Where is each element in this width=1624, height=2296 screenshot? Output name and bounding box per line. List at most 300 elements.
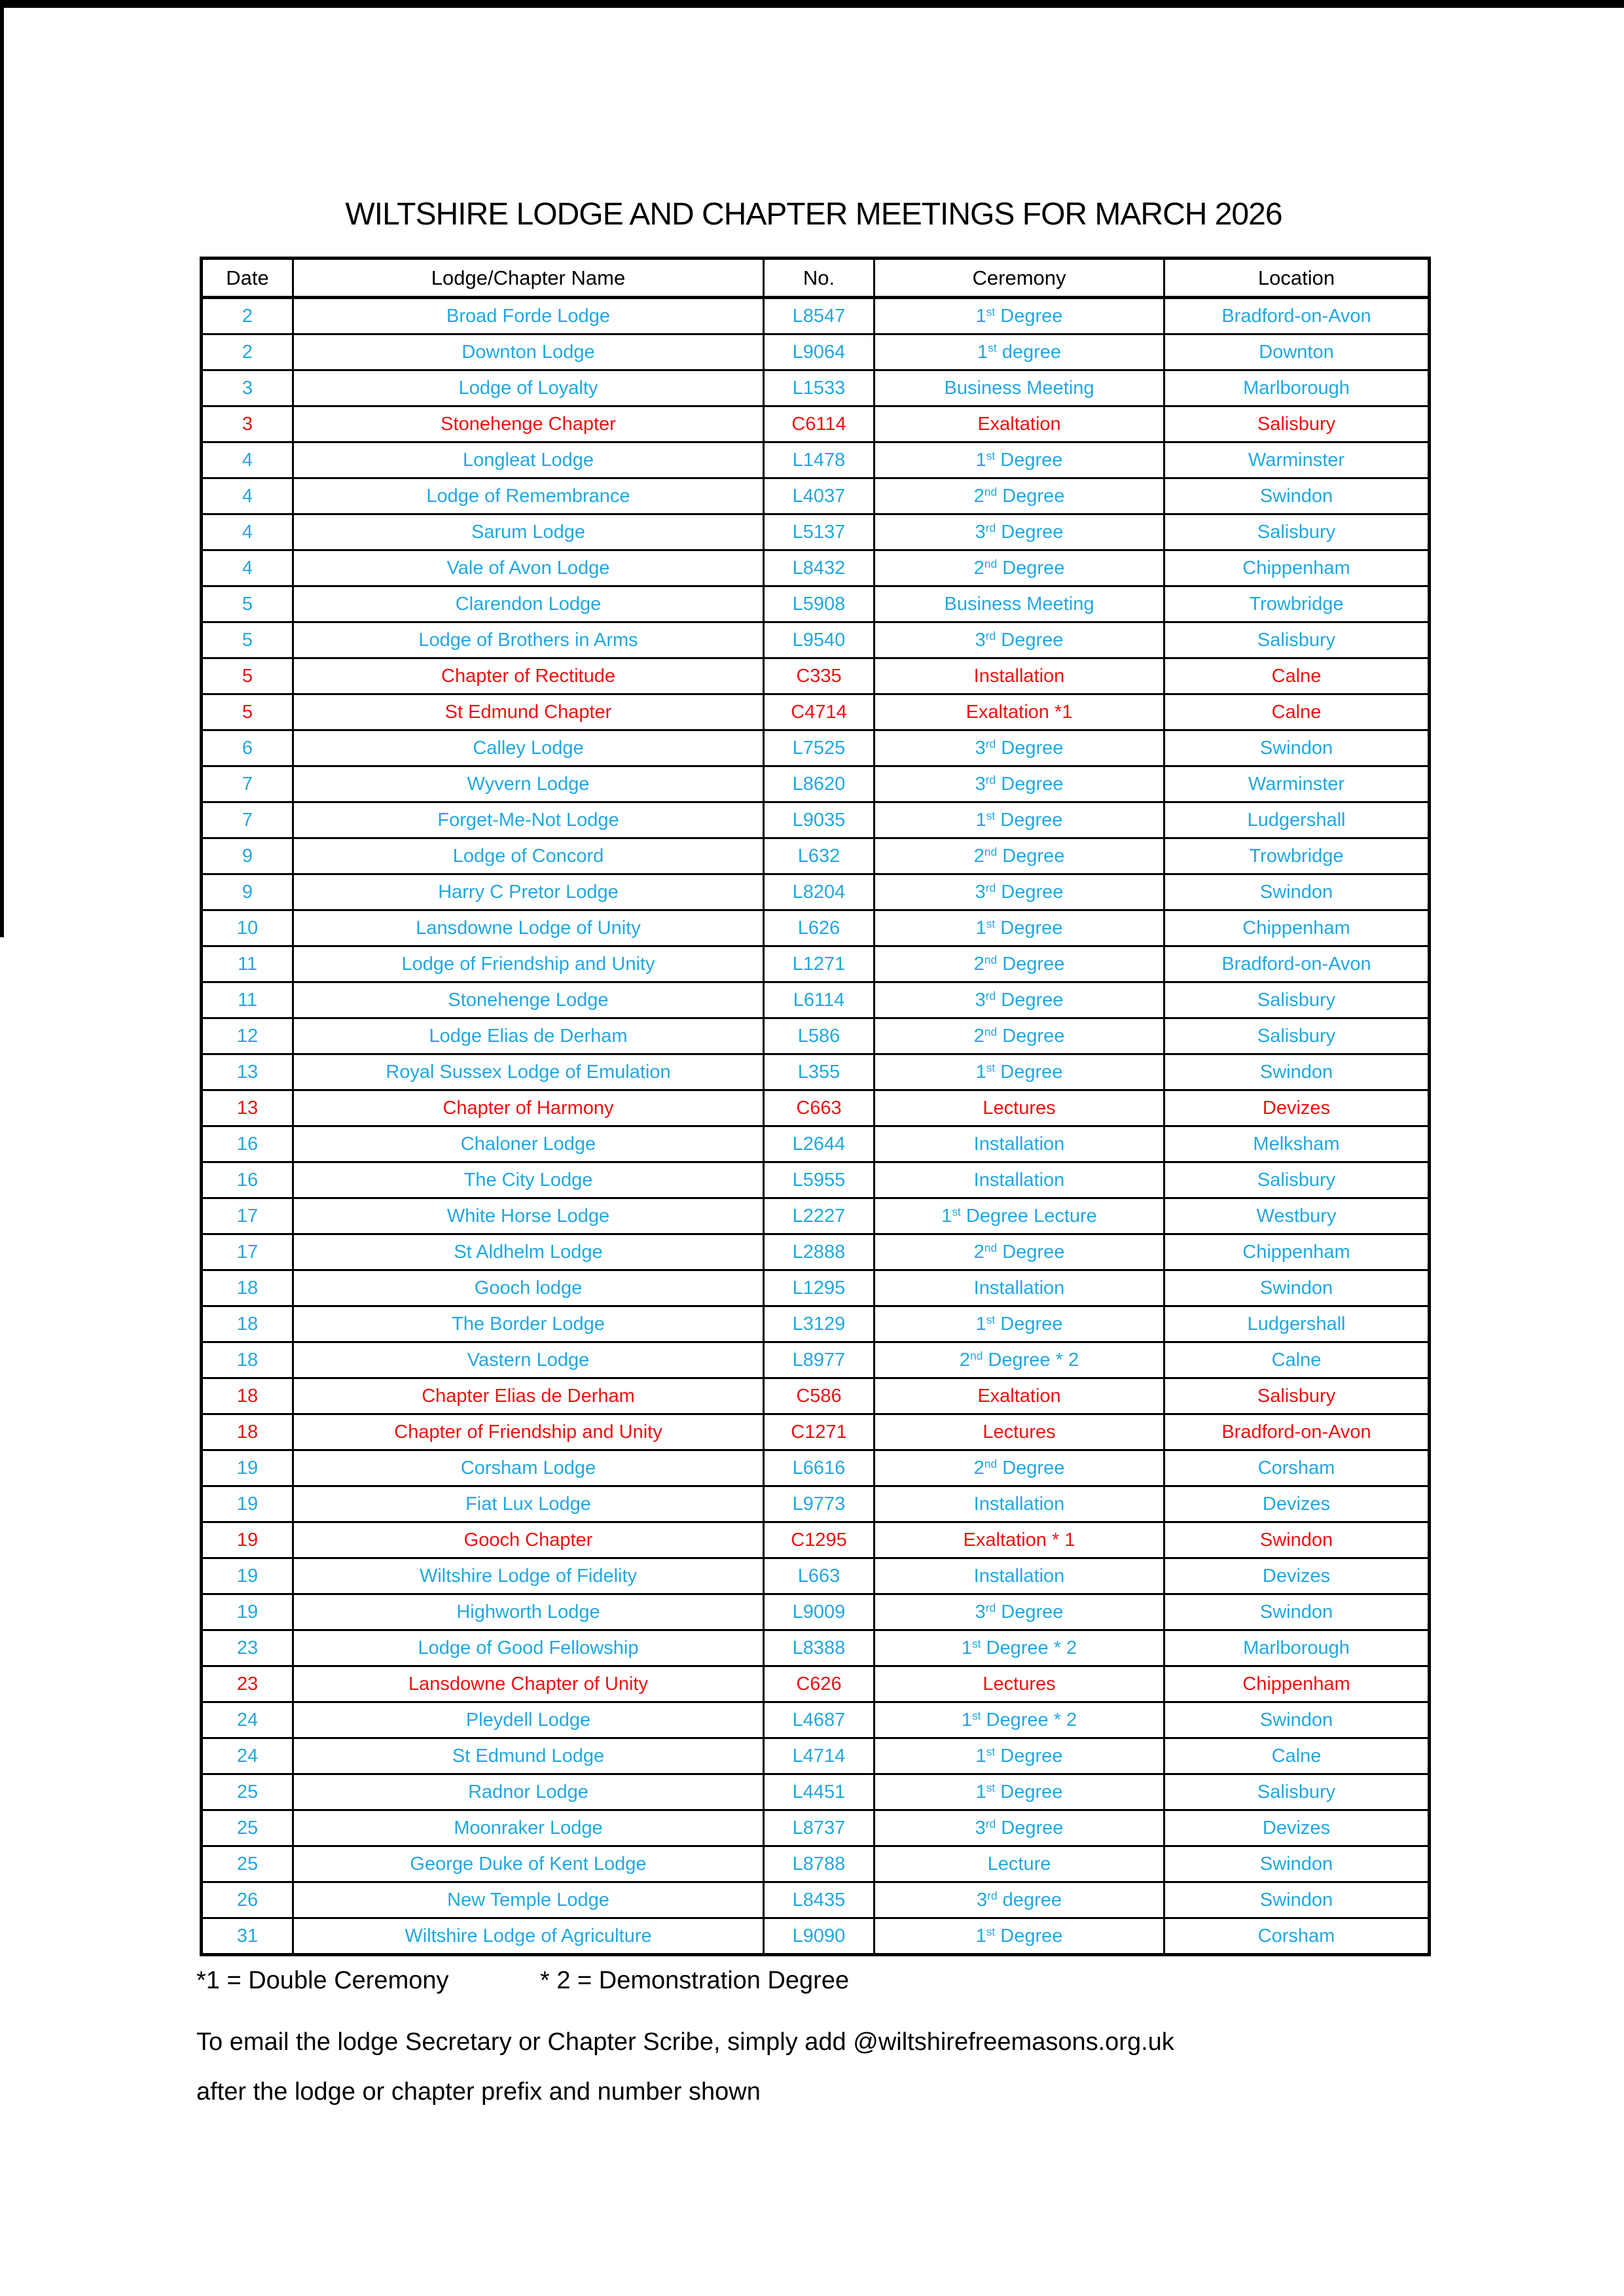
- email-note: [196, 2017, 1506, 2117]
- cell-number: L9035: [764, 802, 875, 838]
- cell-date: 17: [202, 1234, 293, 1270]
- cell-name: Lansdowne Lodge of Unity: [293, 910, 764, 946]
- cell-location: Melksham: [1164, 1126, 1430, 1162]
- cell-location: Devizes: [1164, 1810, 1430, 1846]
- ceremony-text: Lectures: [983, 1673, 1056, 1695]
- table-row: [202, 982, 1430, 1018]
- ceremony-ordinal: 3: [975, 629, 986, 651]
- table-row: [202, 1162, 1430, 1198]
- table-row: [202, 334, 1430, 370]
- cell-date: 18: [202, 1378, 293, 1414]
- cell-name: Wiltshire Lodge of Agriculture: [293, 1918, 764, 1955]
- table-row: [202, 406, 1430, 442]
- cell-location: Salisbury: [1164, 514, 1430, 550]
- cell-number: L5908: [764, 586, 875, 622]
- cell-number: L4687: [764, 1702, 875, 1738]
- cell-number: L6114: [764, 982, 875, 1018]
- table-row: [202, 1378, 1430, 1414]
- ceremony-ordinal: 1: [975, 449, 986, 471]
- ceremony-ordinal: 2: [973, 1457, 984, 1479]
- ceremony-ordinal-suffix: st: [986, 304, 996, 318]
- cell-name: Lodge Elias de Derham: [293, 1018, 764, 1054]
- cell-location: Devizes: [1164, 1486, 1430, 1522]
- cell-number: L8547: [764, 298, 875, 334]
- cell-location: Salisbury: [1164, 406, 1430, 442]
- cell-date: 19: [202, 1486, 293, 1522]
- table-row: [202, 1054, 1430, 1090]
- ceremony-ordinal: 2: [973, 1025, 984, 1047]
- ceremony-text: degree: [996, 341, 1062, 363]
- table-row: [202, 514, 1430, 550]
- ceremony-ordinal-suffix: st: [988, 340, 997, 354]
- ceremony-text: Degree: [996, 989, 1064, 1011]
- cell-number: L4037: [764, 478, 875, 514]
- cell-number: L9064: [764, 334, 875, 370]
- cell-ceremony: [875, 622, 1164, 658]
- cell-name: Forget-Me-Not Lodge: [293, 802, 764, 838]
- cell-number: L7525: [764, 730, 875, 766]
- cell-date: 31: [202, 1918, 293, 1955]
- cell-location: Chippenham: [1164, 1666, 1430, 1702]
- ceremony-ordinal: 2: [973, 953, 984, 975]
- cell-location: Swindon: [1164, 1702, 1430, 1738]
- ceremony-ordinal-suffix: rd: [985, 772, 996, 786]
- ceremony-text: Degree: [996, 737, 1064, 759]
- cell-name: Lodge of Remembrance: [293, 478, 764, 514]
- table-row: [202, 874, 1430, 910]
- cell-name: Lodge of Concord: [293, 838, 764, 874]
- ceremony-text: Degree: [997, 485, 1065, 507]
- cell-ceremony: [875, 730, 1164, 766]
- header-lodge-chapter-name: Lodge/Chapter Name: [293, 259, 764, 298]
- cell-date: 18: [202, 1270, 293, 1306]
- ceremony-text: Degree: [997, 845, 1065, 867]
- cell-date: 4: [202, 478, 293, 514]
- ceremony-text: Degree Lecture: [960, 1205, 1097, 1227]
- table-row: [202, 442, 1430, 478]
- cell-ceremony: [875, 1558, 1164, 1594]
- cell-date: 11: [202, 946, 293, 982]
- cell-date: 13: [202, 1054, 293, 1090]
- ceremony-text: Installation: [973, 665, 1065, 687]
- cell-location: Marlborough: [1164, 1630, 1430, 1666]
- cell-number: C4714: [764, 694, 875, 730]
- table-row: [202, 1666, 1430, 1702]
- cell-location: Ludgershall: [1164, 1306, 1430, 1342]
- cell-location: Calne: [1164, 1738, 1430, 1774]
- cell-name: Chapter of Rectitude: [293, 658, 764, 694]
- cell-number: C6114: [764, 406, 875, 442]
- ceremony-text: Degree: [995, 1925, 1063, 1946]
- table-row: [202, 910, 1430, 946]
- cell-number: C663: [764, 1090, 875, 1126]
- cell-date: 5: [202, 622, 293, 658]
- ceremony-text: Degree: [996, 629, 1064, 651]
- ceremony-ordinal: 1: [975, 809, 986, 831]
- cell-name: Broad Forde Lodge: [293, 298, 764, 334]
- cell-date: 25: [202, 1810, 293, 1846]
- ceremony-ordinal: 3: [975, 1601, 986, 1623]
- cell-number: L8388: [764, 1630, 875, 1666]
- ceremony-ordinal-suffix: rd: [985, 988, 996, 1002]
- cell-ceremony: [875, 370, 1164, 406]
- cell-date: 6: [202, 730, 293, 766]
- header-number: No.: [764, 259, 875, 298]
- cell-name: Highworth Lodge: [293, 1594, 764, 1630]
- cell-location: Westbury: [1164, 1198, 1430, 1234]
- table-row: [202, 730, 1430, 766]
- table-body: [202, 298, 1430, 1955]
- ceremony-text: Business Meeting: [944, 377, 1094, 399]
- table-row: [202, 946, 1430, 982]
- cell-number: L1533: [764, 370, 875, 406]
- ceremony-text: Installation: [973, 1169, 1065, 1191]
- ceremony-ordinal: 3: [975, 521, 986, 543]
- cell-name: Corsham Lodge: [293, 1450, 764, 1486]
- cell-location: Bradford-on-Avon: [1164, 298, 1430, 334]
- cell-date: 2: [202, 298, 293, 334]
- cell-date: 25: [202, 1774, 293, 1810]
- cell-location: Trowbridge: [1164, 838, 1430, 874]
- header-date: Date: [202, 259, 293, 298]
- cell-name: Moonraker Lodge: [293, 1810, 764, 1846]
- cell-date: 19: [202, 1558, 293, 1594]
- ceremony-text: Degree: [995, 1745, 1063, 1767]
- page-frame-left: [0, 0, 4, 937]
- ceremony-ordinal-suffix: rd: [985, 880, 996, 894]
- ceremony-ordinal-suffix: nd: [984, 952, 998, 966]
- cell-date: 18: [202, 1342, 293, 1378]
- table-row: [202, 298, 1430, 334]
- cell-date: 3: [202, 370, 293, 406]
- cell-ceremony: [875, 1846, 1164, 1882]
- cell-number: L8737: [764, 1810, 875, 1846]
- table-row: [202, 478, 1430, 514]
- cell-name: Royal Sussex Lodge of Emulation: [293, 1054, 764, 1090]
- ceremony-ordinal-suffix: nd: [984, 844, 998, 858]
- cell-location: Swindon: [1164, 1522, 1430, 1558]
- cell-ceremony: [875, 1918, 1164, 1955]
- cell-date: 18: [202, 1306, 293, 1342]
- ceremony-text: Degree: [997, 1241, 1065, 1263]
- cell-number: L8977: [764, 1342, 875, 1378]
- ceremony-text: Installation: [973, 1565, 1065, 1587]
- cell-name: Wyvern Lodge: [293, 766, 764, 802]
- cell-location: Swindon: [1164, 874, 1430, 910]
- cell-ceremony: [875, 1342, 1164, 1378]
- ceremony-ordinal: 3: [975, 1817, 986, 1839]
- table-row: [202, 658, 1430, 694]
- table-row: [202, 766, 1430, 802]
- ceremony-text: Lectures: [983, 1421, 1056, 1443]
- ceremony-ordinal-suffix: nd: [984, 484, 998, 498]
- cell-date: 13: [202, 1090, 293, 1126]
- ceremony-text: Degree: [996, 881, 1064, 903]
- table-row: [202, 1126, 1430, 1162]
- cell-ceremony: [875, 1450, 1164, 1486]
- cell-name: Lodge of Brothers in Arms: [293, 622, 764, 658]
- ceremony-text: Lectures: [983, 1097, 1056, 1119]
- table-row: [202, 802, 1430, 838]
- ceremony-text: Degree: [996, 1817, 1064, 1839]
- table-row: [202, 1594, 1430, 1630]
- ceremony-ordinal: 2: [973, 1241, 984, 1263]
- ceremony-ordinal: 1: [975, 1925, 986, 1946]
- cell-name: Stonehenge Lodge: [293, 982, 764, 1018]
- ceremony-text: Degree: [995, 809, 1063, 831]
- cell-name: Chapter of Harmony: [293, 1090, 764, 1126]
- cell-name: White Horse Lodge: [293, 1198, 764, 1234]
- cell-location: Bradford-on-Avon: [1164, 946, 1430, 982]
- cell-ceremony: [875, 442, 1164, 478]
- ceremony-text: Exaltation: [977, 413, 1061, 435]
- ceremony-text: Degree: [995, 1781, 1063, 1803]
- cell-name: Lodge of Loyalty: [293, 370, 764, 406]
- cell-date: 5: [202, 658, 293, 694]
- cell-date: 5: [202, 694, 293, 730]
- ceremony-ordinal-suffix: st: [986, 916, 996, 930]
- cell-name: Chapter of Friendship and Unity: [293, 1414, 764, 1450]
- cell-number: L9009: [764, 1594, 875, 1630]
- ceremony-text: Degree: [995, 449, 1063, 471]
- cell-number: L626: [764, 910, 875, 946]
- cell-name: Downton Lodge: [293, 334, 764, 370]
- cell-number: L1295: [764, 1270, 875, 1306]
- cell-number: L8788: [764, 1846, 875, 1882]
- ceremony-ordinal: 1: [941, 1205, 952, 1227]
- cell-number: L8432: [764, 550, 875, 586]
- cell-ceremony: [875, 838, 1164, 874]
- ceremony-ordinal: 3: [975, 773, 986, 795]
- table-row: [202, 1846, 1430, 1882]
- ceremony-ordinal: 2: [959, 1349, 971, 1371]
- cell-name: The City Lodge: [293, 1162, 764, 1198]
- table-row: [202, 1198, 1430, 1234]
- ceremony-ordinal-suffix: st: [986, 1744, 996, 1758]
- table-row: [202, 1414, 1430, 1450]
- table-row: [202, 694, 1430, 730]
- cell-date: 19: [202, 1450, 293, 1486]
- cell-name: Stonehenge Chapter: [293, 406, 764, 442]
- cell-ceremony: [875, 298, 1164, 334]
- ceremony-text: Degree: [996, 521, 1064, 543]
- cell-name: George Duke of Kent Lodge: [293, 1846, 764, 1882]
- cell-number: L1478: [764, 442, 875, 478]
- cell-ceremony: [875, 1774, 1164, 1810]
- table-row: [202, 1522, 1430, 1558]
- page-title: WILTSHIRE LODGE AND CHAPTER MEETINGS FOR MARCH 2026: [345, 197, 1282, 232]
- cell-location: Corsham: [1164, 1450, 1430, 1486]
- cell-name: St Edmund Chapter: [293, 694, 764, 730]
- footnote-legend: [196, 1967, 1440, 2003]
- cell-number: L4714: [764, 1738, 875, 1774]
- cell-ceremony: [875, 1630, 1164, 1666]
- cell-date: 19: [202, 1522, 293, 1558]
- page-frame-top: [0, 0, 1624, 8]
- header-ceremony: Ceremony: [875, 259, 1164, 298]
- ceremony-text: Exaltation: [977, 1385, 1061, 1407]
- email-note-line2: after the lodge or chapter prefix and number shown: [196, 2078, 761, 2106]
- cell-number: L9090: [764, 1918, 875, 1955]
- cell-ceremony: [875, 874, 1164, 910]
- cell-number: L3129: [764, 1306, 875, 1342]
- ceremony-ordinal-suffix: st: [986, 1312, 996, 1326]
- table-row: [202, 1090, 1430, 1126]
- cell-date: 17: [202, 1198, 293, 1234]
- cell-date: 11: [202, 982, 293, 1018]
- cell-name: Calley Lodge: [293, 730, 764, 766]
- ceremony-text: Degree: [996, 1601, 1064, 1623]
- cell-location: Devizes: [1164, 1558, 1430, 1594]
- cell-number: L6616: [764, 1450, 875, 1486]
- ceremony-text: Exaltation * 1: [963, 1529, 1075, 1551]
- ceremony-ordinal-suffix: st: [952, 1204, 961, 1218]
- cell-date: 18: [202, 1414, 293, 1450]
- ceremony-ordinal-suffix: nd: [984, 1024, 998, 1038]
- cell-date: 23: [202, 1630, 293, 1666]
- cell-name: Gooch lodge: [293, 1270, 764, 1306]
- cell-number: L8435: [764, 1882, 875, 1918]
- ceremony-text: degree: [997, 1889, 1062, 1910]
- ceremony-text: Lecture: [987, 1853, 1051, 1874]
- cell-number: L8204: [764, 874, 875, 910]
- cell-number: L9773: [764, 1486, 875, 1522]
- cell-name: Longleat Lodge: [293, 442, 764, 478]
- cell-name: Gooch Chapter: [293, 1522, 764, 1558]
- cell-location: Trowbridge: [1164, 586, 1430, 622]
- cell-location: Calne: [1164, 1342, 1430, 1378]
- cell-location: Swindon: [1164, 730, 1430, 766]
- cell-date: 12: [202, 1018, 293, 1054]
- ceremony-ordinal: 2: [973, 557, 984, 579]
- ceremony-ordinal-suffix: rd: [985, 1600, 996, 1614]
- ceremony-ordinal-suffix: nd: [984, 1240, 998, 1254]
- cell-location: Salisbury: [1164, 1162, 1430, 1198]
- cell-name: Lodge of Friendship and Unity: [293, 946, 764, 982]
- ceremony-text: Degree: [995, 1313, 1063, 1335]
- cell-location: Swindon: [1164, 1054, 1430, 1090]
- ceremony-text: Degree: [995, 305, 1063, 327]
- cell-location: Salisbury: [1164, 1774, 1430, 1810]
- cell-number: L1271: [764, 946, 875, 982]
- ceremony-ordinal-suffix: st: [971, 1708, 981, 1722]
- table-row: [202, 1558, 1430, 1594]
- cell-ceremony: [875, 1882, 1164, 1918]
- ceremony-ordinal: 3: [975, 881, 986, 903]
- ceremony-text: Degree * 2: [983, 1349, 1079, 1371]
- cell-name: Clarendon Lodge: [293, 586, 764, 622]
- ceremony-ordinal: 1: [975, 305, 986, 327]
- cell-ceremony: [875, 766, 1164, 802]
- cell-number: L5955: [764, 1162, 875, 1198]
- table-row: [202, 1270, 1430, 1306]
- cell-ceremony: [875, 1162, 1164, 1198]
- table-row: [202, 1450, 1430, 1486]
- cell-location: Salisbury: [1164, 1018, 1430, 1054]
- ceremony-ordinal: 1: [977, 341, 988, 363]
- table-row: [202, 1486, 1430, 1522]
- cell-ceremony: [875, 1810, 1164, 1846]
- cell-location: Downton: [1164, 334, 1430, 370]
- ceremony-ordinal: 3: [975, 737, 986, 759]
- cell-ceremony: [875, 1234, 1164, 1270]
- cell-name: New Temple Lodge: [293, 1882, 764, 1918]
- cell-number: C1295: [764, 1522, 875, 1558]
- cell-number: C586: [764, 1378, 875, 1414]
- cell-ceremony: [875, 694, 1164, 730]
- table-row: [202, 550, 1430, 586]
- footnote-double-ceremony: *1 = Double Ceremony: [196, 1967, 449, 1994]
- footnote-demonstration-degree: * 2 = Demonstration Degree: [540, 1967, 850, 1994]
- table-row: [202, 1234, 1430, 1270]
- table-row: [202, 370, 1430, 406]
- table-row: [202, 622, 1430, 658]
- cell-date: 4: [202, 514, 293, 550]
- cell-ceremony: [875, 1414, 1164, 1450]
- table-row: [202, 1810, 1430, 1846]
- cell-name: Vastern Lodge: [293, 1342, 764, 1378]
- cell-ceremony: [875, 334, 1164, 370]
- cell-name: Sarum Lodge: [293, 514, 764, 550]
- cell-date: 3: [202, 406, 293, 442]
- ceremony-ordinal: 1: [975, 1781, 986, 1803]
- cell-date: 5: [202, 586, 293, 622]
- cell-location: Calne: [1164, 694, 1430, 730]
- table-row: [202, 1630, 1430, 1666]
- ceremony-text: Degree: [997, 1025, 1065, 1047]
- cell-name: Fiat Lux Lodge: [293, 1486, 764, 1522]
- ceremony-ordinal-suffix: st: [986, 448, 996, 462]
- cell-name: Pleydell Lodge: [293, 1702, 764, 1738]
- ceremony-text: Installation: [973, 1493, 1065, 1515]
- ceremony-text: Degree: [995, 1061, 1063, 1083]
- ceremony-ordinal-suffix: rd: [985, 628, 996, 642]
- table-row: [202, 1342, 1430, 1378]
- ceremony-text: Business Meeting: [944, 593, 1094, 615]
- ceremony-text: Degree: [997, 557, 1065, 579]
- cell-ceremony: [875, 802, 1164, 838]
- cell-date: 16: [202, 1126, 293, 1162]
- table-row: [202, 1306, 1430, 1342]
- cell-location: Salisbury: [1164, 622, 1430, 658]
- ceremony-ordinal-suffix: rd: [987, 1888, 998, 1902]
- cell-number: L586: [764, 1018, 875, 1054]
- cell-location: Calne: [1164, 658, 1430, 694]
- cell-name: The Border Lodge: [293, 1306, 764, 1342]
- cell-location: Swindon: [1164, 1594, 1430, 1630]
- cell-date: 7: [202, 766, 293, 802]
- cell-name: Vale of Avon Lodge: [293, 550, 764, 586]
- cell-name: Wiltshire Lodge of Fidelity: [293, 1558, 764, 1594]
- ceremony-ordinal-suffix: nd: [984, 556, 998, 570]
- table-row: [202, 838, 1430, 874]
- cell-name: Radnor Lodge: [293, 1774, 764, 1810]
- cell-location: Devizes: [1164, 1090, 1430, 1126]
- cell-date: 7: [202, 802, 293, 838]
- cell-ceremony: [875, 1018, 1164, 1054]
- ceremony-text: Degree * 2: [981, 1637, 1077, 1659]
- cell-ceremony: [875, 550, 1164, 586]
- table-row: [202, 1882, 1430, 1918]
- cell-number: L2644: [764, 1126, 875, 1162]
- cell-name: Chaloner Lodge: [293, 1126, 764, 1162]
- ceremony-ordinal-suffix: nd: [970, 1348, 983, 1362]
- cell-location: Chippenham: [1164, 910, 1430, 946]
- ceremony-ordinal-suffix: st: [986, 1780, 996, 1794]
- ceremony-text: Exaltation *1: [965, 701, 1073, 723]
- cell-location: Warminster: [1164, 442, 1430, 478]
- cell-date: 25: [202, 1846, 293, 1882]
